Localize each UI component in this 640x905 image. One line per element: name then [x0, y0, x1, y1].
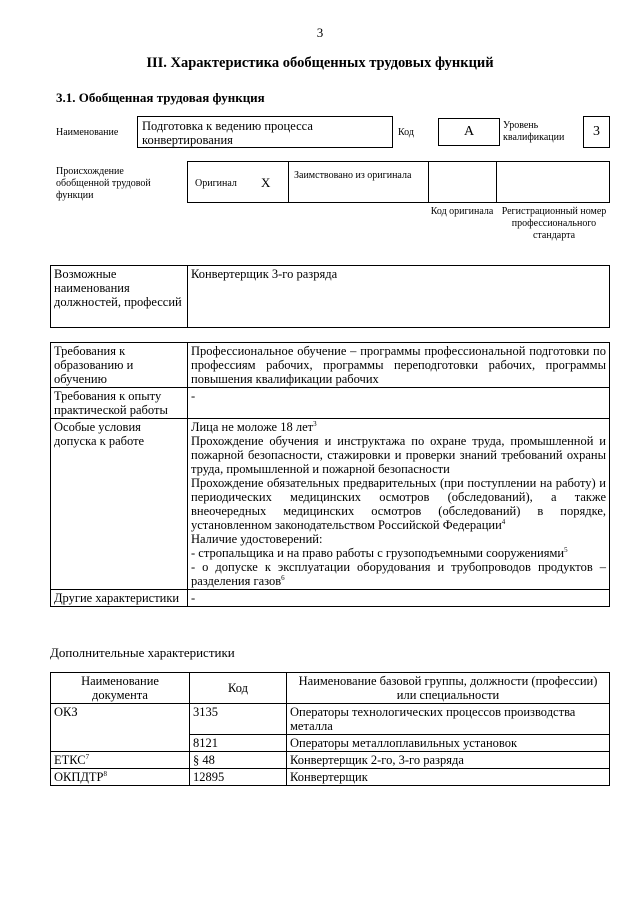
divider [428, 162, 429, 202]
name-cell: Конвертерщик [287, 769, 610, 786]
col-doc-header: Наименование документа [51, 673, 190, 704]
code-label: Код [398, 127, 414, 138]
code-cell: 3135 [190, 704, 287, 735]
special-item: Наличие удостоверений: [191, 532, 323, 546]
special-item: Лица не моложе 18 лет$^3$ [191, 419, 317, 434]
original-label: Оригинал [195, 178, 237, 189]
experience-value: - [188, 388, 610, 419]
special-item: - стропальщика и на право работы с грузоподъемными сооружениями$^5$ [191, 545, 568, 560]
col-name-header: Наименование базовой группы, должности (профессии) или специальности [287, 673, 610, 704]
borrowed-label: Заимствовано из оригинала [294, 170, 412, 181]
additional-table [50, 672, 610, 786]
doc-cell: ЕТКС$^7$ [51, 752, 190, 769]
experience-label: Требования к опыту практической работы [51, 388, 188, 419]
special-conditions [188, 419, 610, 590]
code-cell: § 48 [190, 752, 287, 769]
name-cell: Конвертерщик 2-го, 3-го разряда [287, 752, 610, 769]
reg-number-caption: Регистрационный номер профессионального стандарта [501, 206, 607, 241]
special-item: Прохождение обязательных предварительных (при поступлении на работу) и периодических медицинских осмотров (обследований), а также внеочередных медицинских осмотров (обследований) в порядке, установленном законодательством Российской Федерации$^4$ [191, 476, 606, 532]
education-label: Требования к образованию и обучению [51, 343, 188, 388]
other-label: Другие характеристики [51, 590, 188, 607]
level-label: Уровень квалификации [503, 120, 565, 143]
code-cell: 8121 [190, 735, 287, 752]
name-label: Наименование [56, 127, 119, 138]
code-value: А [438, 118, 500, 146]
origin-box [187, 161, 610, 203]
col-code-header: Код [190, 673, 287, 704]
table-row [51, 769, 610, 786]
divider [288, 162, 289, 202]
code-original-caption: Код оригинала [430, 206, 494, 217]
section-title: III. Характеристика обобщенных трудовых функций [146, 55, 494, 71]
table-row [51, 704, 610, 735]
subsection-title: 3.1. Обобщенная трудовая функция [56, 90, 265, 105]
name-value: Подготовка к ведению процесса конвертирования [137, 116, 393, 148]
special-item: - о допуске к эксплуатации оборудования и трубопроводов продуктов – разделения газов$^6$ [191, 560, 606, 588]
education-value: Профессиональное обучение – программы профессиональной подготовки по профессиям рабочих, программы переподготовки рабочих, программы повышения квалификации рабочих [188, 343, 610, 388]
name-cell: Операторы технологических процессов производства металла [287, 704, 610, 735]
doc-cell: ОКПДТР$^8$ [51, 769, 190, 786]
positions-label: Возможные наименования должностей, профессий [51, 266, 188, 328]
special-label: Особые условия допуска к работе [51, 419, 188, 590]
name-cell: Операторы металлоплавильных установок [287, 735, 610, 752]
positions-value: Конвертерщик 3-го разряда [188, 266, 610, 328]
doc-cell: ОКЗ [51, 704, 190, 752]
page-number: 3 [316, 25, 324, 40]
code-cell: 12895 [190, 769, 287, 786]
table-row [51, 752, 610, 769]
additional-title: Дополнительные характеристики [50, 645, 235, 660]
other-value: - [188, 590, 610, 607]
original-mark: Х [261, 175, 271, 190]
positions-table [50, 265, 610, 328]
divider [496, 162, 497, 202]
level-value: 3 [583, 116, 610, 148]
special-item: Прохождение обучения и инструктажа по охране труда, промышленной и пожарной безопасности, стажировки и проверки знаний требований охраны труда, промышленной и пожарной безопасности [191, 434, 606, 476]
requirements-table [50, 342, 610, 607]
origin-label: Происхождение обобщенной трудовой функции [56, 166, 151, 201]
